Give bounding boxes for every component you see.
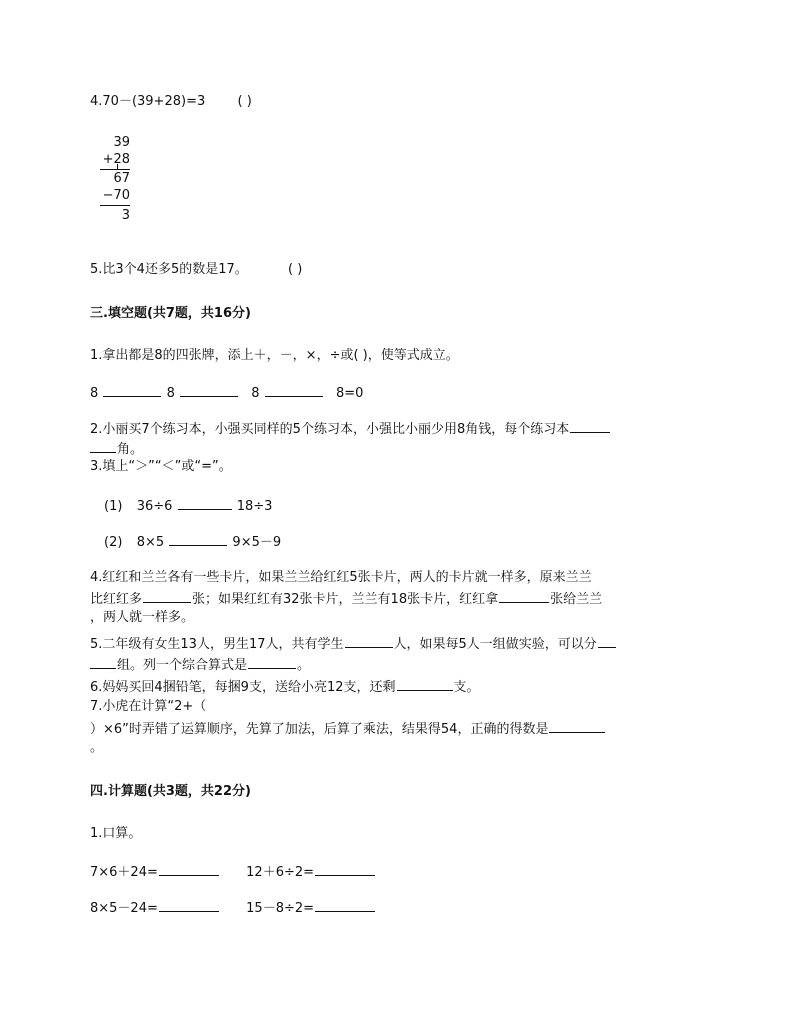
calc-row-4: −70 [102, 188, 130, 203]
q5-blank-2a[interactable] [598, 634, 616, 648]
q1-blank-2[interactable] [180, 383, 238, 397]
q3-p2-right: 9×5－9 [232, 535, 282, 550]
q4-blank-1[interactable] [143, 589, 191, 603]
q5-blank-1[interactable] [345, 634, 393, 648]
q4-blank-2[interactable] [499, 589, 549, 603]
q6-text-b: 支。 [453, 680, 480, 695]
calc-blank-2[interactable] [315, 862, 375, 876]
q1-num-1: 8 [90, 386, 99, 401]
q3-p1-left: 36÷6 [136, 499, 173, 514]
q5-text-a2: 人，如果每5人一组做实验，可以分 [393, 637, 597, 652]
q4-text-b2: 张；如果红红有32张卡片，兰兰有18张卡片，红红拿 [192, 592, 499, 607]
calc-row-1: 39 [113, 135, 130, 150]
fill-q5-line-a [90, 634, 617, 654]
fill-q1-text: 1.拿出都是8的四张牌，添上＋，－，×，÷或( )，使等式成立。 [90, 348, 459, 363]
fill-q1-equation [90, 383, 363, 403]
section3-title: 三.填空题(共7题，共16分) [90, 306, 251, 321]
fill-q4-line-a: 4.红红和兰兰各有一些卡片，如果兰兰给红红5张卡片，两人的卡片就一样多，原来兰兰 [90, 570, 592, 585]
q5-text-b1: 组。列一个综合算式是 [117, 658, 248, 673]
q1-eq: 8=0 [335, 386, 364, 401]
calc-q1-row-1 [90, 862, 376, 882]
calc-rule-2 [100, 205, 130, 206]
judge-q4-text: 4.70－(39+28)=3 [90, 94, 206, 109]
q1-blank-1[interactable] [103, 383, 161, 397]
q2-blank-a[interactable] [570, 419, 610, 433]
fill-q7-line-a: 7.小虎在计算“2+（ [90, 699, 207, 714]
calc-q1-row-2 [90, 898, 376, 918]
fill-q3-text: 3.填上“＞”“＜”或“=”。 [90, 459, 232, 474]
calc-row-3: 67 [113, 171, 130, 186]
q5-text-b2: 。 [297, 658, 311, 673]
q5-blank-3[interactable] [248, 655, 296, 669]
q6-text-a: 6.妈妈买回4捆铅笔，每捆9支，送给小亮12支，还剩 [90, 680, 396, 695]
q3-p2-left: 8×5 [136, 535, 165, 550]
fill-q3-part2 [104, 532, 281, 552]
fill-q7-line-c: 。 [90, 740, 104, 755]
calc-rule-1 [100, 169, 130, 170]
carry-mark [117, 164, 118, 170]
calc-row-5: 3 [121, 208, 130, 223]
judge-q4-paren: ( ) [237, 94, 252, 109]
calc-q1-text: 1.口算。 [90, 826, 142, 841]
q1-num-2: 8 [166, 386, 175, 401]
q5-blank-2b[interactable] [90, 655, 116, 669]
fill-q7-line-b [90, 719, 606, 739]
calc-expr-1: 7×6＋24= [90, 865, 158, 880]
q6-blank[interactable] [397, 677, 453, 691]
fill-q4-line-b [90, 589, 602, 609]
fill-q3-part1 [104, 496, 272, 516]
q2-text-a: 2.小丽买7个练习本，小强买同样的5个练习本，小强比小丽少用8角钱，每个练习本 [90, 422, 570, 437]
calc-row-2: +28 [102, 152, 130, 167]
judge-q5-text: 5.比3个4还多5的数是17。 [90, 262, 248, 277]
q4-text-b1: 比红红多 [90, 592, 143, 607]
q3-p1-blank[interactable] [178, 496, 232, 510]
calc-blank-3[interactable] [159, 898, 219, 912]
fill-q2-line-b [90, 439, 143, 459]
q1-num-3: 8 [251, 386, 260, 401]
q1-blank-3[interactable] [265, 383, 323, 397]
q3-p1-label: (1) [104, 499, 123, 514]
q7-blank[interactable] [549, 719, 605, 733]
q2-blank-b[interactable] [90, 439, 116, 453]
judge-q5 [90, 261, 302, 279]
q3-p1-right: 18÷3 [236, 499, 273, 514]
fill-q2-line-a [90, 419, 611, 439]
calc-expr-3: 8×5－24= [90, 901, 158, 916]
q5-text-a1: 5.二年级有女生13人，男生17人，共有学生 [90, 637, 344, 652]
section4-title: 四.计算题(共3题，共22分) [90, 784, 251, 799]
fill-q5-line-b [90, 655, 310, 675]
fill-q6 [90, 677, 480, 697]
calc-expr-2: 12＋6÷2= [246, 865, 315, 880]
judge-q5-paren: ( ) [288, 262, 303, 277]
calc-blank-4[interactable] [315, 898, 375, 912]
q3-p2-label: (2) [104, 535, 123, 550]
calc-expr-4: 15－8÷2= [246, 901, 315, 916]
judge-q4 [90, 93, 252, 111]
q7-text-b1: ）×6”时弄错了运算顺序，先算了加法，后算了乘法，结果得54，正确的得数是 [90, 722, 549, 737]
q4-text-b3: 张给兰兰 [550, 592, 603, 607]
q2-text-b: 角。 [117, 442, 144, 457]
q3-p2-blank[interactable] [169, 532, 227, 546]
fill-q4-line-c: ，两人就一样多。 [90, 610, 195, 625]
calc-blank-1[interactable] [159, 862, 219, 876]
